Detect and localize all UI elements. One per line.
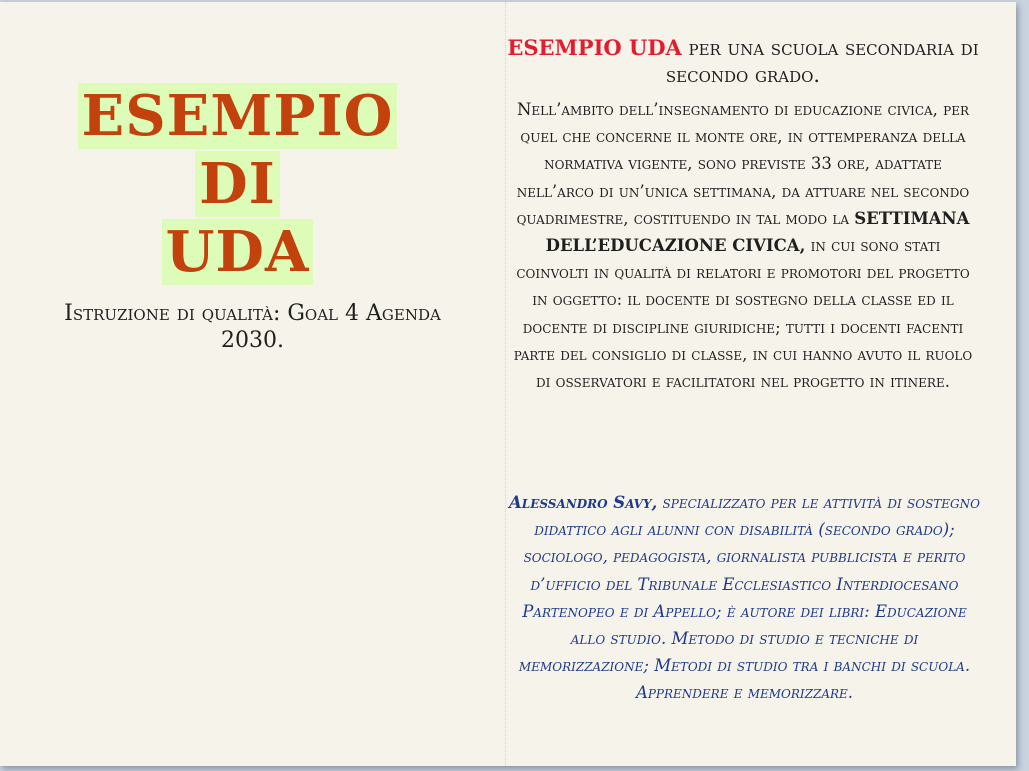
heading-highlight: ESEMPIO UDA (507, 35, 682, 60)
page-gutter (505, 2, 506, 766)
body-paragraph (507, 96, 979, 395)
body-text-part-2: in cui sono stati coinvolti in qualità di relatori e promotori del progetto in oggetto: il docente di sostegno della classe ed il docente di discipline giuridiche; tutti i docenti facenti parte del consiglio di classe, in cui hanno avuto il ruolo di osservatori e facilitatori nel progetto in itinere. (513, 236, 973, 392)
left-page (0, 2, 505, 766)
page-subtitle: Istruzione di qualità: Goal 4 Agenda 2030. (64, 301, 441, 353)
body-text-part-1: Nell’ambito dell’insegnamento di educazione civica, per quel che concerne il monte ore, in ottemperanza della normativa vigente, sono previste 33 ore, adattate nell’arco di un’unica settimana, da attuare nel secondo quadrimestre, costituendo in tal modo la (516, 100, 970, 228)
page-title (40, 82, 435, 286)
title-line-1: ESEMPIO DI (78, 83, 398, 217)
book-spread (0, 2, 1016, 766)
heading-text: per una scuola secondaria di secondo grado. (665, 36, 979, 87)
body-bold-phrase: SETTIMANA DELL’EDUCAZIONE CIVICA, (545, 208, 970, 256)
title-line-2: UDA (162, 219, 314, 285)
author-paragraph (507, 489, 982, 707)
right-page (507, 2, 987, 766)
author-bio: specializzato per le attività di sostegno didattico agli alunni con disabilità (secondo grado); sociologo, pedagogista, giornalista pubblicista e perito d’ufficio del Tribunale Ecclesiastico Interdiocesano Partenopeo e di Appello; è autore dei libri: Educazione allo studio. Metodo di studio e tecniche di memorizzazione; Metodi di studio tra i banchi di scuola. Apprendere e memorizzare. (518, 493, 980, 703)
section-heading (507, 34, 979, 89)
author-name: Alessandro Savy, (509, 493, 658, 512)
